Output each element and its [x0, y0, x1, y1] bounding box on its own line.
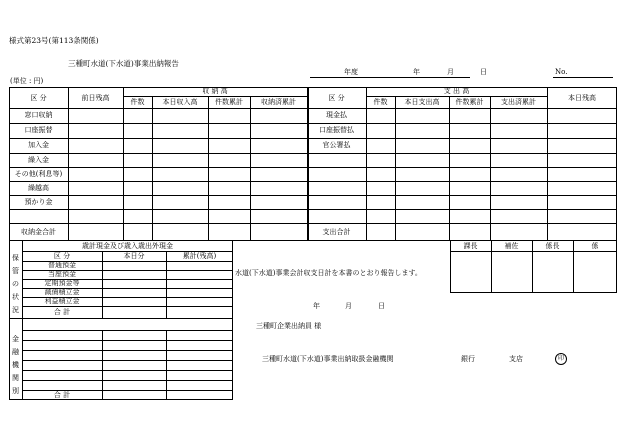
row-label: 繰越高 [28, 184, 49, 192]
report-statement: 水道(下水道)事業会計収支日計を本書のとおり報告します。 [235, 269, 422, 277]
institution-side-char: 金 [12, 335, 19, 343]
status-col-cumulative: 累計(残高) [182, 252, 217, 260]
date-underline [310, 77, 470, 78]
grid-line [449, 96, 450, 241]
grid-line [9, 108, 617, 109]
deposit-row: 減債積立金 [44, 288, 80, 296]
grid-line [123, 87, 124, 241]
deposit-row: 当座預金 [48, 270, 76, 278]
day-mark-label: 月 [447, 68, 454, 76]
status-total: 合 計 [53, 308, 71, 316]
grid-line [123, 96, 307, 97]
grid-line [22, 306, 233, 307]
report-title: 三種町水道(下水道)事業出納報告 [68, 59, 179, 68]
grid-line [307, 87, 309, 241]
bank-institution-label: 三種町水道(下水道)事業出納取扱金融機関 [262, 355, 394, 363]
treasurer-label: 三種町企業出納員 様 [256, 322, 322, 330]
count-cumulative-header: 件数累計 [215, 98, 243, 106]
row-label: 口座振替払 [319, 126, 354, 134]
status-side-char: 保 [12, 254, 19, 262]
status-col-kubun: 区 分 [53, 252, 71, 260]
institution-side-char: 機 [12, 361, 19, 369]
receipts-cumulative-header: 収納済累計 [261, 98, 296, 106]
report-month: 月 [345, 302, 352, 310]
grid-line [22, 330, 233, 331]
deposit-row: 普通預金 [48, 261, 76, 269]
today-receipts-header: 本日収入高 [162, 98, 198, 106]
payments-header: 支 出 高 [443, 87, 470, 95]
grid-line [490, 96, 491, 241]
grid-line [547, 87, 548, 241]
row-label: 現金払 [326, 111, 347, 119]
day-label: 日 [480, 68, 487, 76]
approval-assistant: 補佐 [504, 242, 519, 250]
row-label: 窓口収納 [24, 111, 53, 119]
approval-section-chief: 課長 [463, 242, 478, 250]
main-table [9, 87, 617, 241]
seal-mark: 印 [555, 353, 567, 365]
grid-line [9, 195, 617, 196]
status-header: 歳計現金及び歳入歳出外現金 [82, 242, 173, 250]
institution-side-char: 関 [12, 374, 19, 382]
pay-count-header: 件数 [373, 98, 388, 106]
pay-count-cumulative-header: 件数累計 [455, 98, 484, 106]
grid-line [9, 223, 617, 224]
grid-line [366, 87, 367, 241]
report-day: 日 [378, 302, 385, 310]
grid-line [450, 251, 617, 252]
right-kubun-header: 区 分 [328, 94, 345, 102]
row-label: 官公署払 [322, 141, 351, 149]
grid-line [68, 87, 69, 241]
payments-total-label: 支出合計 [322, 228, 351, 236]
grid-line [250, 96, 251, 241]
approval-group-chief: 係長 [545, 242, 560, 250]
row-label: 預かり金 [24, 198, 53, 206]
deposit-row: 利益積立金 [44, 297, 80, 305]
month-label: 年 [413, 68, 420, 76]
institution-side-char: 別 [12, 387, 19, 395]
institution-side-char: 融 [12, 348, 19, 356]
grid-line [366, 96, 547, 97]
status-side-char: の [12, 280, 19, 288]
branch-label: 支店 [509, 355, 523, 363]
left-kubun-header: 区 分 [30, 94, 47, 102]
count-header: 件数 [130, 98, 145, 106]
status-side-char: 管 [12, 267, 19, 275]
grid-line [22, 380, 233, 381]
prev-balance-header: 前日残高 [81, 94, 110, 102]
row-label: 繰入金 [28, 156, 49, 164]
grid-line [9, 167, 617, 168]
status-col-today: 本日分 [123, 252, 145, 260]
payments-cumulative-header: 支出済累計 [501, 98, 536, 106]
receipts-total-label: 収納金合計 [21, 228, 56, 236]
today-payments-header: 本日支出高 [404, 98, 440, 106]
unit-label: (単位 : 円) [10, 77, 44, 85]
receipts-header: 収 納 高 [202, 87, 228, 95]
approval-staff: 係 [591, 242, 599, 250]
grid-line [152, 96, 153, 241]
grid-line [9, 153, 617, 154]
grid-line [395, 96, 396, 241]
grid-line [22, 370, 233, 371]
grid-line [9, 123, 617, 124]
deposit-row: 定期預金等 [44, 279, 80, 287]
today-balance-header: 本日残高 [568, 94, 596, 102]
status-side-char: 況 [12, 306, 19, 314]
form-number: 様式第23号(第113条関係) [9, 36, 99, 45]
grid-line [208, 96, 209, 241]
bank-label: 銀行 [461, 355, 475, 363]
grid-line [22, 350, 233, 351]
report-year: 年 [313, 302, 320, 310]
year-label: 年度 [344, 68, 358, 76]
grid-line [22, 340, 233, 341]
grid-line [9, 209, 617, 210]
status-side-char: 状 [12, 293, 19, 301]
grid-line [9, 138, 617, 139]
grid-line [9, 181, 617, 182]
institution-total: 合 計 [53, 391, 71, 399]
row-label: 口座振替 [24, 126, 53, 134]
row-label: 加入金 [28, 141, 49, 149]
grid-line [22, 360, 233, 361]
number-label: No. [555, 68, 568, 76]
row-label: その他(利息等) [14, 170, 63, 178]
number-underline [553, 77, 613, 78]
